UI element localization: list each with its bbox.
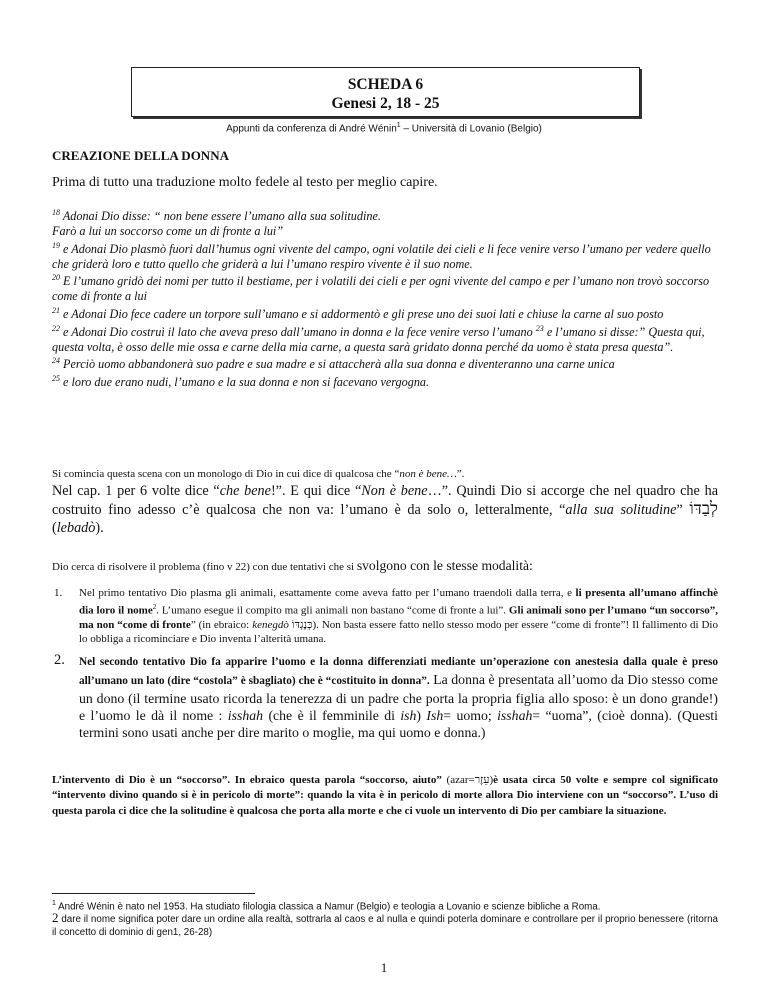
- paragraph-soccorso: L’intervento di Dio è un “soccorso”. In ebraico questa parola “soccorso, aiuto” (azar=עֵזֶר)è usata circa 50 volte e sempre col significato “intervento divino quando si è in pericolo di morte”: quando la vita è in pericolo di morte allora Dio interviene con un “soccorso”. L’uso di questa parola ci dice che la solitudine è qualcosa che porta alla morte e che ci vuole un intervento di Dio per cambiare la situazione.: [52, 774, 718, 817]
- paragraph-solitude: Si comincia questa scena con un monologo di Dio in cui dice di qualcosa che “non è bene…”. Nel cap. 1 per 6 volte dice “che bene!”. E qui dice “Non è bene…”. Quindi Dio si accorge che nel quadro che ha costruito fino adesso c’è qualcosa che non va: l’umano è da solo o, letteralmente, “alla sua solitudine” לְבַדּוֹ (lebadò).: [52, 468, 718, 536]
- footnote-ref-2[interactable]: 2: [152, 603, 157, 611]
- footnote-1: $^1$ André Wénin è nato nel 1953. Ha studiato filologia classica a Namur (Belgio) e teologia a Lovanio e scienze bibliche a Roma.: [52, 900, 601, 913]
- title-line-2: Genesi 2, 18 - 25: [331, 95, 440, 112]
- verse-18: $^{18}$ Adonai Dio disse: “ non bene essere l’umano alla sua solitudine.: [52, 208, 381, 224]
- credit-prefix: Appunti da conferenza di André Wénin: [226, 123, 397, 135]
- verse-19: $^{19}$ e Adonai Dio plasmò fuori dall’humus ogni vivente del campo, ogni volatile dei cieli e li fece venire verso l’umano per vedere quello che griderà loro e tutto quello che griderà a lui l’umano respiro vivente è il suo nome.: [52, 240, 711, 271]
- section-heading: CREAZIONE DELLA DONNA: [52, 148, 229, 163]
- intro-text: Prima di tutto una traduzione molto fedele al testo per meglio capire.: [52, 175, 438, 190]
- verse-translation: [52, 206, 718, 390]
- paragraph-attempts: Dio cerca di risolvere il problema (fino v 22) con due tentativi che si svolgono con le stesse modalità:: [52, 558, 533, 573]
- verse-22-23: $^{22}$ e Adonai Dio costruì il lato che aveva preso dall’umano in donna e la fece venire verso l’umano $^{23}$ e l’umano si disse:” Questa qui, questa volta, è osso delle mie ossa e carne della mia carne, a questa sarà gridato donna perché da uomo è stata presa questa”.: [52, 323, 705, 354]
- credit-line: [0, 122, 768, 134]
- attempts-list: [52, 586, 718, 741]
- credit-suffix: – Università di Lovanio (Belgio): [400, 123, 542, 135]
- verse-21: $^{21}$ e Adonai Dio fece cadere un torpore sull’umano e si addormentò e gli prese uno dei suoi lati e chiuse la carne al suo posto: [52, 305, 664, 322]
- verse-20: $^{20}$ E l’umano gridò dei nomi per tutto il bestiame, per i volatili dei cieli e per ogni vivente del campo e per l’umano non trovò soccorso come di fronte a lui: [52, 273, 710, 304]
- hebrew-ezer: עֵזֶר: [474, 774, 490, 786]
- title-box: [131, 67, 640, 117]
- footnote-2: 2 dare il nome significa poter dare un ordine alla realtà, sottrarla al caos e al nulla e quindi poterla dominare e controllare per il proprio benessere (ritorna il concetto di dominio di gen1, 26-28): [52, 910, 718, 938]
- page-number: 1: [380, 960, 388, 975]
- hebrew-kenegdo: כְּנֶגְדּוֹ: [291, 618, 313, 631]
- list-item: 1. Nel primo tentativo Dio plasma gli animali, esattamente come aveva fatto per l’umano traendoli dalla terra, e li presenta all’umano affinchè dia loro il nome$^2$. L’umano esegue il compito ma gli animali non bastano “come di fronte a lui”. Gli animali sono per l’umano “un soccorso”, ma non “come di fronte” (in ebraico: kenegdò כְּנֶגְדּוֹ). Non basta essere fatto nello stesso modo per essere “come di fronte”! Il fallimento di Dio lo obbliga a ricominciare e Dio inventa l’alterità umana.: [54, 587, 718, 645]
- hebrew-lebado: לְבַדּוֹ: [689, 499, 718, 519]
- verse-24: $^{24}$ Perciò uomo abbandonerà suo padre e sua madre e si attaccherà alla sua donna e diventeranno una carne unica: [52, 356, 615, 372]
- footnote-ref-1[interactable]: 1: [396, 122, 401, 129]
- paragraph-solitude-body: Nel cap. 1 per 6 volte dice “che bene!”. E qui dice “Non è bene…”. Quindi Dio si accorge che nel quadro che ha costruito fino adesso c’è qualcosa che non va: l’umano è da solo o, letteralmente, “alla sua solitudine” לְבַדּוֹ (lebadò).: [52, 483, 718, 536]
- verse-25: $^{25}$ e loro due erano nudi, l’umano e la sua donna e non si facevano vergogna.: [52, 374, 430, 390]
- title-line-1: SCHEDA 6: [347, 76, 424, 93]
- verse-18-cont: Farò a lui un soccorso come un di fronte a lui”: [52, 223, 284, 238]
- list-item: 2. Nel secondo tentativo Dio fa apparire l’uomo e la donna differenziati mediante un’operazione con anestesia dalla quale è preso all’umano un lato (dire “costola” è sbagliato) che è “costituito in donna”. La donna è presentata all’uomo da Dio stesso come un dono (il termine usato ricorda la tenerezza di un padre che porta la propria figlia allo sposo: è un dono grande!) e l’uomo le dà il nome : isshah (che è il femminile di ish) Ish= uomo; isshah= “uoma”, (cioè donna). (Questi termini sono usati anche per dire marito o moglie, ma qui uomo e donna.): [54, 651, 718, 740]
- footnote-divider: [52, 893, 255, 894]
